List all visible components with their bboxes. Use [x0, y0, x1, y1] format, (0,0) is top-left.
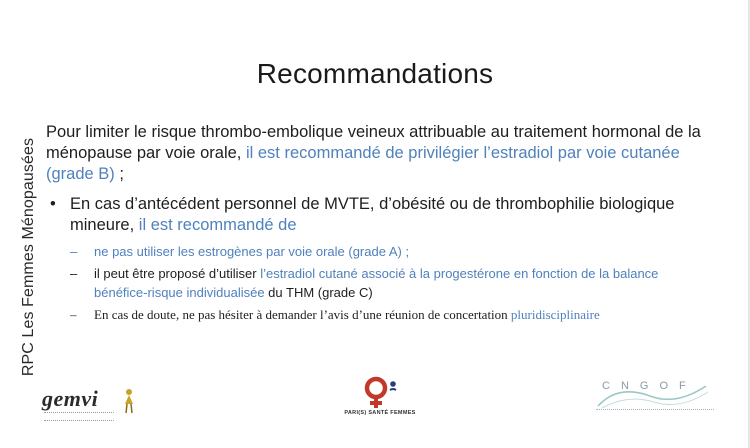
gemvi-logo-subtitle-lines: [44, 412, 114, 421]
sub-item: [70, 264, 706, 302]
sub-item-text: ne pas utiliser les estrogènes par voie orale (grade A) ;: [94, 244, 410, 259]
intro-end: ;: [114, 165, 124, 183]
sub-item-text: En cas de doute, ne pas hésiter à demander l’avis d’une réunion de concertation: [94, 307, 511, 322]
bullet-text: En cas d’antécédent personnel de MVTE, d’obésité ou de thrombophilie biologique mineure,: [70, 195, 675, 234]
sub-list: [46, 242, 706, 324]
side-label-text: RPC Les Femmes Ménopausées: [20, 137, 38, 377]
dash-marker: –: [70, 307, 77, 322]
sub-item-highlight: pluridisciplinaire: [510, 307, 600, 322]
sub-item: [70, 242, 706, 261]
sub-item-end: du THM (grade C): [264, 285, 373, 300]
cngof-logo-text: CNGOF: [602, 380, 697, 392]
bullet-highlight: il est recommandé de: [138, 216, 297, 234]
gemvi-logo: [42, 386, 142, 424]
paris-sante-femmes-logo: [338, 374, 422, 422]
venus-symbol-icon: [338, 374, 422, 410]
figure-icon: [122, 388, 136, 414]
paris-logo-caption: PARI(S) SANTÉ FEMMES: [344, 410, 416, 416]
sub-item-text: il peut être proposé d’utiliser: [94, 266, 261, 281]
cngof-logo: [588, 376, 718, 420]
dash-marker: –: [70, 244, 78, 259]
side-label: [14, 137, 44, 377]
sub-item: [70, 305, 706, 324]
slide-title: Recommandations: [256, 58, 494, 89]
dash-marker: –: [70, 266, 78, 281]
bullet-item: [46, 194, 706, 236]
slide-content: [46, 122, 706, 327]
bullet-marker: •: [50, 195, 56, 213]
gemvi-logo-text: gemvi: [42, 386, 99, 411]
cngof-logo-subtitle-line: [596, 409, 714, 414]
intro-text: Pour limiter le risque thrombo-embolique veineux attribuable au traitement hormonal de la ménopause par voie orale,: [46, 123, 701, 162]
sub-item-highlight: l’estradiol cutané associé à la progestérone en fonction de la balance bénéfice-risque individualisée: [94, 266, 659, 300]
intro-highlight: il est recommandé de privilégier l’estradiol par voie cutanée (grade B): [46, 144, 680, 183]
intro-paragraph: [46, 122, 706, 185]
